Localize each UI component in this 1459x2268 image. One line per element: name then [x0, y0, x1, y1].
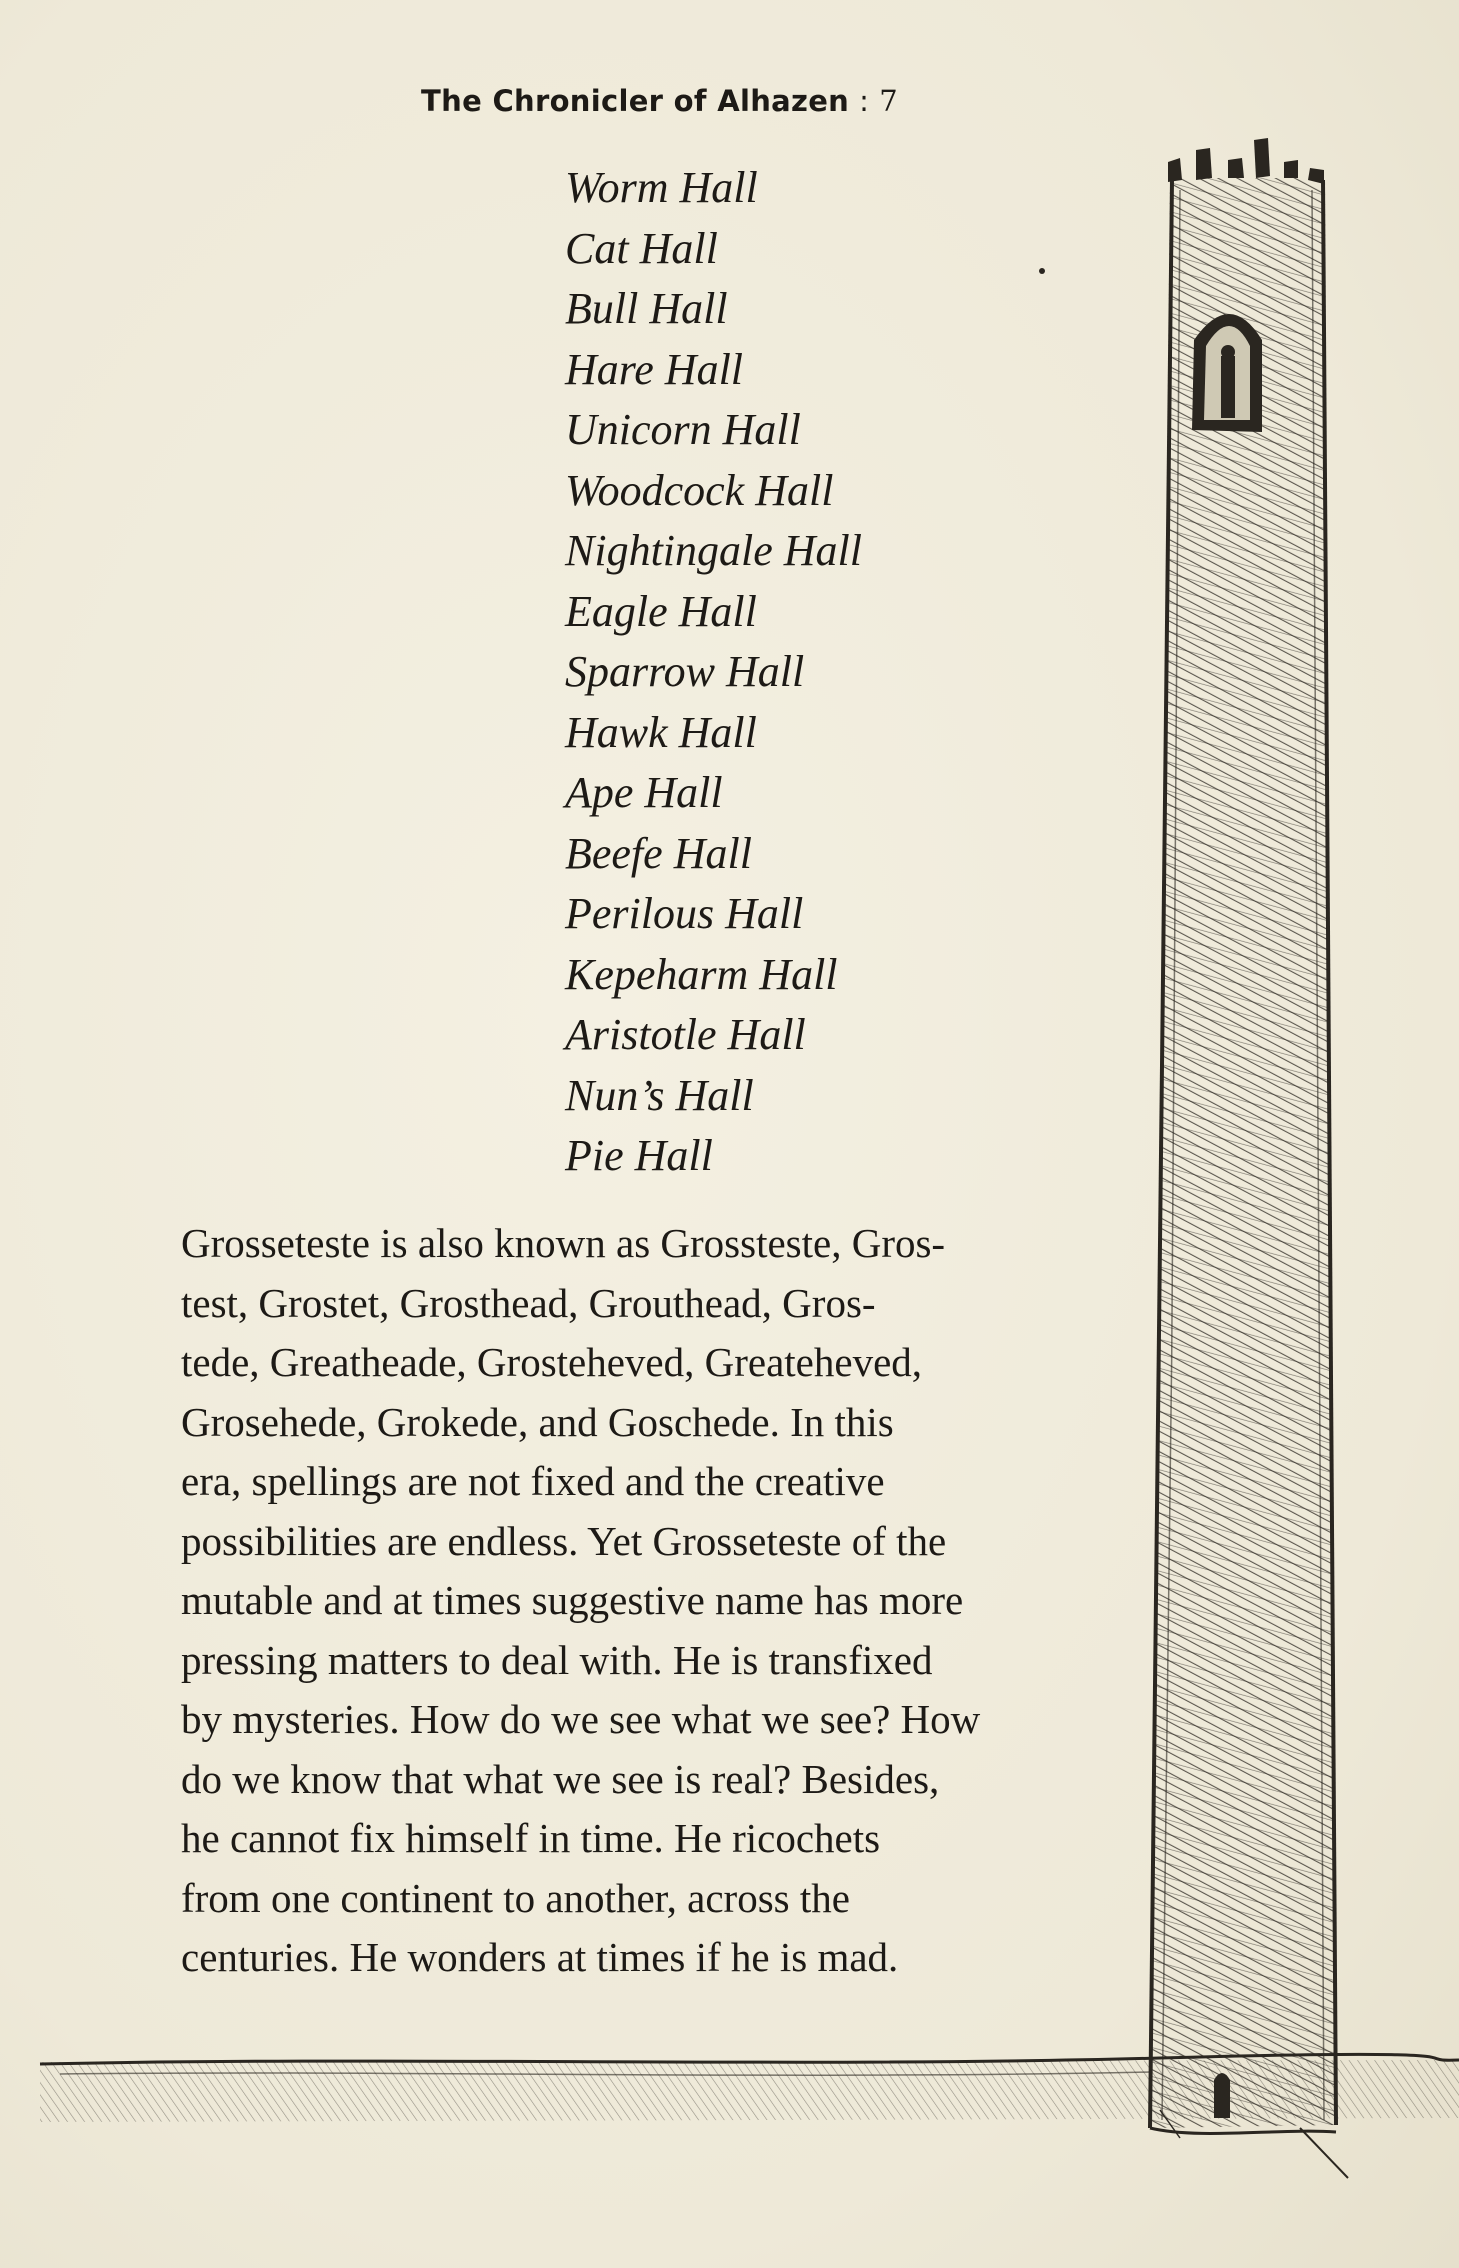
paragraph-line: do we know that what we see is real? Besides, [181, 1755, 940, 1802]
tower-window [1192, 314, 1262, 432]
list-item: Woodcock Hall [565, 465, 834, 515]
list-item: Perilous Hall [565, 889, 804, 938]
paragraph-line: from one continent to another, across the [181, 1874, 850, 1921]
list-item: Eagle Hall [565, 586, 757, 636]
list-item: Cat Hall [565, 223, 718, 273]
list-item: Aristotle Hall [565, 1010, 806, 1059]
list-item: Unicorn Hall [565, 405, 801, 454]
header-separator: : [859, 84, 870, 118]
list-item: Nun’s Hall [565, 1070, 754, 1120]
list-item: Hawk Hall [565, 707, 757, 757]
paragraph-line: pressing matters to deal with. He is transfixed [181, 1636, 933, 1683]
paragraph-line: era, spellings are not fixed and the creative [181, 1458, 885, 1504]
paragraph-line: mutable and at times suggestive name has more [181, 1577, 964, 1623]
paragraph-line: Grosehede, Grokede, and Goschede. In this [181, 1398, 894, 1445]
paragraph-line: Grosseteste is also known as Grossteste, Gros- [181, 1220, 946, 1266]
tower-battlements [1168, 138, 1324, 184]
paragraph-line: test, Grostet, Grosthead, Grouthead, Gros- [181, 1279, 876, 1326]
list-item: Sparrow Hall [565, 647, 805, 696]
list-item: Hare Hall [565, 344, 744, 394]
list-item: Ape Hall [565, 768, 723, 817]
list-item: Beefe Hall [565, 828, 752, 878]
list-item: Pie Hall [565, 1131, 713, 1180]
page-number: 7 [879, 84, 898, 118]
paragraph-line: he cannot fix himself in time. He ricochets [181, 1815, 881, 1861]
paragraph-line: centuries. He wonders at times if he is mad. [181, 1934, 899, 1980]
list-item: Kepeharm Hall [565, 949, 838, 999]
tower-body [1150, 178, 1336, 2128]
stray-mark [1039, 268, 1045, 274]
list-item: Bull Hall [565, 284, 728, 333]
list-item: Nightingale Hall [565, 526, 862, 575]
paragraph-line: tede, Greatheade, Grosteheved, Greateheved, [181, 1339, 923, 1385]
paragraph-line: by mysteries. How do we see what we see? How [181, 1696, 981, 1742]
paragraph-line: possibilities are endless. Yet Grosseteste of the [181, 1517, 947, 1564]
list-item: Worm Hall [565, 163, 758, 212]
book-title: The Chronicler of Alhazen [421, 84, 850, 118]
tower-door [1214, 2073, 1230, 2118]
